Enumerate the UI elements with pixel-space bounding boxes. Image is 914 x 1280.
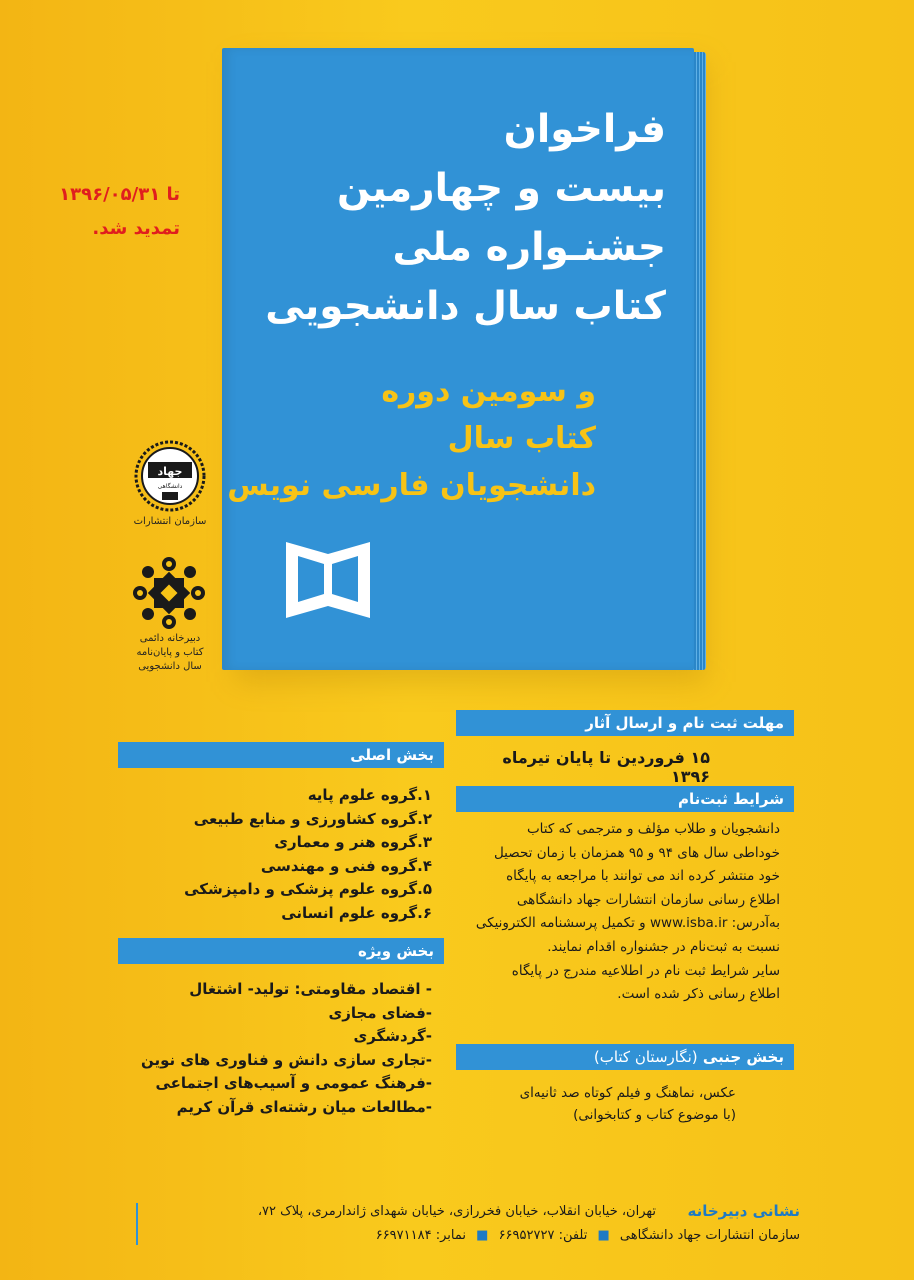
jahad-caption: سازمان انتشارات <box>133 516 207 527</box>
secretariat-caption <box>110 632 230 674</box>
poster-title <box>246 100 666 336</box>
phone-number: ۶۶۹۵۲۷۲۷ <box>498 1228 555 1243</box>
side-line: (با موضوع کتاب و کتابخوانی) <box>573 1107 736 1123</box>
conditions-text <box>460 818 780 1007</box>
conditions-line: خود منتشر کرده اند می توانند با مراجعه به پایگاه <box>506 868 780 885</box>
list-item: ۶.گروه علوم انسانی <box>281 903 432 922</box>
notice-date: تا ۱۳۹۶/۰۵/۳۱ <box>59 184 180 205</box>
list-item: -فرهنگ عمومی و آسیب‌های اجتماعی <box>155 1074 432 1092</box>
footer-org: سازمان انتشارات جهاد دانشگاهی <box>619 1228 800 1243</box>
subtitle-line: کتاب سال <box>447 421 596 456</box>
list-item: -مطالعات میان رشته‌ای قرآن کریم <box>176 1097 432 1116</box>
main-section-heading: بخش اصلی <box>350 746 434 764</box>
conditions-line: به‌آدرس: www.isba.ir و تکمیل پرسشنامه الکترونیکی <box>475 915 780 932</box>
list-item: ۴.گروه فنی و مهندسی <box>260 856 432 875</box>
side-heading: بخش جنبی <box>702 1048 784 1066</box>
jahad-logo-text: جهاد <box>157 465 183 478</box>
side-section-bar <box>456 1044 794 1070</box>
list-item: ۱.گروه علوم پایه <box>307 786 432 804</box>
side-section-desc <box>466 1082 736 1126</box>
subtitle-line: دانشجویان فارسی نویس <box>227 468 596 503</box>
footer-contact <box>220 1228 800 1243</box>
title-line: فراخوان <box>503 107 666 152</box>
fax-number: ۶۶۹۷۱۱۸۴ <box>375 1228 432 1243</box>
title-line: بیست و چهارمین <box>336 166 666 211</box>
caption-line: سال دانشجویی <box>138 661 202 672</box>
side-heading-sub: (نگارستان کتاب) <box>593 1048 698 1066</box>
conditions-line: اطلاع رسانی سازمان انتشارات جهاد دانشگاهی <box>516 891 780 908</box>
secretariat-logo <box>132 556 206 630</box>
registration-heading: مهلت ثبت نام و ارسال آثار <box>585 714 784 732</box>
list-item: -تجاری سازی دانش و فناوری های نوین <box>140 1050 432 1069</box>
conditions-line: دانشجویان و طلاب مؤلف و مترجمی که کتاب <box>526 821 780 837</box>
main-section-list <box>132 784 432 925</box>
special-section-heading: بخش ویژه <box>357 942 434 960</box>
list-item: ۳.گروه هنر و معماری <box>274 833 432 851</box>
jahad-logo <box>134 440 206 512</box>
phone-label: تلفن: <box>558 1228 588 1243</box>
jahad-logo-sub: دانشگاهی <box>157 483 183 490</box>
conditions-line: خوداطی سال های ۹۴ و ۹۵ همزمان با زمان تحصیل <box>493 844 780 861</box>
special-section-bar <box>118 938 444 964</box>
list-item: ۲.گروه کشاورزی و منابع طبیعی <box>193 809 432 828</box>
footer-title: نشانی دبیرخانه <box>687 1202 800 1220</box>
list-item: - اقتصاد مقاومتی: تولید- اشتغال <box>189 980 432 998</box>
conditions-line: اطلاع رسانی ذکر شده است. <box>617 986 780 1003</box>
fax-label: نمابر: <box>435 1228 466 1243</box>
conditions-heading-bar <box>456 786 794 812</box>
side-line: عکس، نماهنگ و فیلم کوتاه صد ثانیه‌ای <box>519 1085 736 1101</box>
list-item: -گردشگری <box>353 1027 432 1045</box>
main-section-bar <box>118 742 444 768</box>
list-item: -فضای مجازی <box>328 1003 432 1022</box>
special-section-list <box>132 978 432 1119</box>
conditions-heading: شرایط ثبت‌نام <box>677 790 784 808</box>
list-item: ۵.گروه علوم پزشکی و دامپزشکی <box>184 880 432 898</box>
extension-notice <box>40 178 180 246</box>
poster-subtitle <box>216 368 596 509</box>
bullet-square-icon: ■ <box>597 1228 610 1243</box>
notice-text: تمدید شد. <box>92 218 180 239</box>
title-line: جشنـواره ملی <box>392 225 666 270</box>
registration-deadline: ۱۵ فروردین تا پایان تیرماه ۱۳۹۶ <box>502 748 710 786</box>
conditions-line: سایر شرایط ثبت نام در اطلاعیه مندرج در پایگاه <box>511 962 780 979</box>
conditions-line: نسبت به ثبت‌نام در جشنواره اقدام نمایند. <box>547 938 780 955</box>
bullet-square-icon: ■ <box>476 1228 489 1243</box>
caption-line: دبیرخانه دائمی <box>139 633 201 644</box>
open-book-icon <box>282 538 374 622</box>
caption-line: کتاب و پایان‌نامه <box>136 647 204 658</box>
subtitle-line: و سومین دوره <box>381 374 596 409</box>
footer-address: تهران، خیابان انقلاب، خیابان فخررازی، خیابان شهدای ژاندارمری، پلاک ۷۲، <box>257 1204 656 1219</box>
footer-divider <box>136 1203 138 1245</box>
registration-heading-bar <box>456 710 794 736</box>
title-line: کتاب سال دانشجویی <box>265 284 666 329</box>
